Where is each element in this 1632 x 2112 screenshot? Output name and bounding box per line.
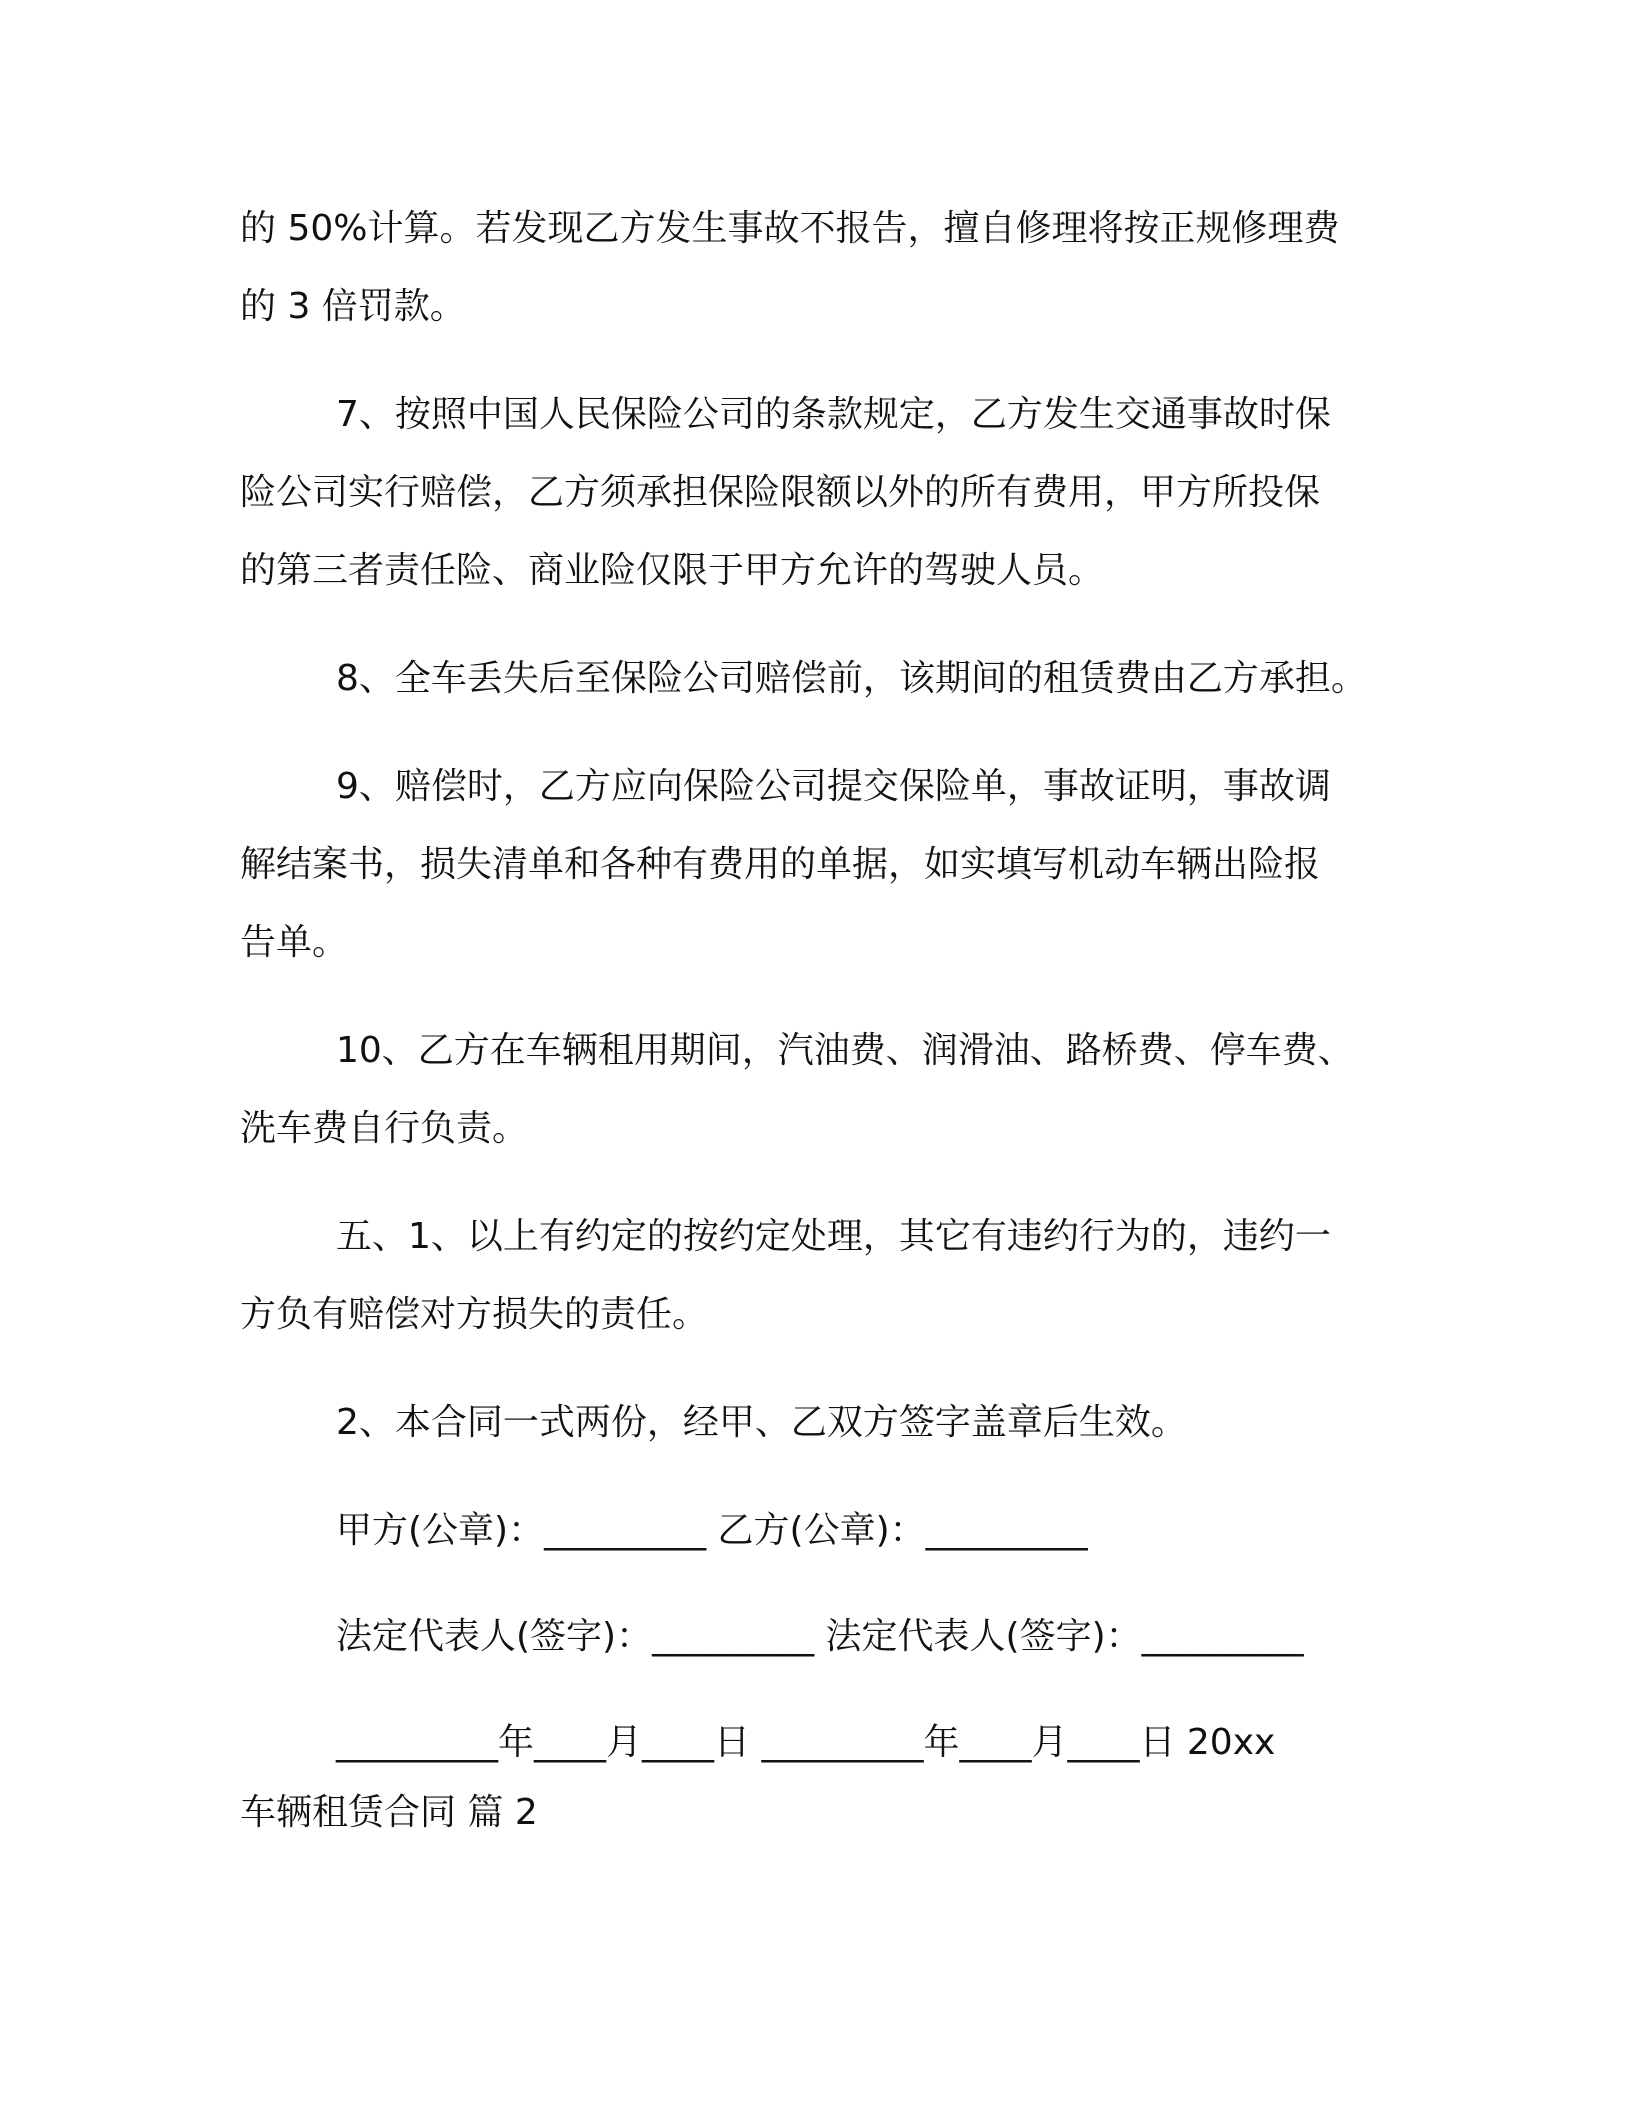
paragraph-clause-8 bbox=[240, 640, 1380, 718]
text-line: 2、本合同一式两份，经甲、乙双方签字盖章后生效。 bbox=[336, 1402, 1187, 1443]
text-line: 方负有赔偿对方损失的责任。 bbox=[240, 1294, 709, 1335]
text-line: 9、赔偿时，乙方应向保险公司提交保险单，事故证明，事故调 bbox=[336, 766, 1331, 807]
date-signature-line: _________年____月____日 _________年____月____日 20xx bbox=[336, 1722, 1276, 1763]
paragraph-clause-10 bbox=[240, 1012, 1380, 1168]
text-line: 解结案书，损失清单和各种有费用的单据，如实填写机动车辆出险报 bbox=[240, 844, 1321, 885]
text-line: 7、按照中国人民保险公司的条款规定，乙方发生交通事故时保 bbox=[336, 394, 1331, 435]
representative-signature-line: 法定代表人(签字)：_________ 法定代表人(签字)：_________ bbox=[336, 1616, 1304, 1657]
text-line: 洗车费自行负责。 bbox=[240, 1108, 529, 1149]
text-line: 险公司实行赔偿，乙方须承担保险限额以外的所有费用，甲方所投保 bbox=[240, 472, 1321, 513]
paragraph-clause-7 bbox=[240, 376, 1380, 610]
text-line: 的第三者责任险、商业险仅限于甲方允许的驾驶人员。 bbox=[240, 550, 1105, 591]
text-line: 的 50%计算。若发现乙方发生事故不报告，擅自修理将按正规修理费 bbox=[240, 208, 1340, 249]
paragraph-clause-6-continued bbox=[240, 190, 1380, 346]
next-section-heading: 车辆租赁合同 篇 2 bbox=[240, 1792, 538, 1833]
paragraph-section-5-clause-1 bbox=[240, 1198, 1380, 1354]
document-body bbox=[240, 190, 1380, 1852]
text-line: 告单。 bbox=[240, 922, 349, 963]
text-line: 的 3 倍罚款。 bbox=[240, 286, 466, 327]
seal-signature-line: 甲方(公章)：_________ 乙方(公章)：_________ bbox=[336, 1510, 1088, 1551]
paragraph-clause-9 bbox=[240, 748, 1380, 982]
paragraph-section-5-clause-2 bbox=[240, 1384, 1380, 1462]
text-line: 10、乙方在车辆租用期间，汽油费、润滑油、路桥费、停车费、 bbox=[336, 1030, 1354, 1071]
text-line: 五、1、以上有约定的按约定处理，其它有违约行为的，违约一 bbox=[336, 1216, 1331, 1257]
text-line: 8、全车丢失后至保险公司赔偿前，该期间的租赁费由乙方承担。 bbox=[336, 658, 1367, 699]
